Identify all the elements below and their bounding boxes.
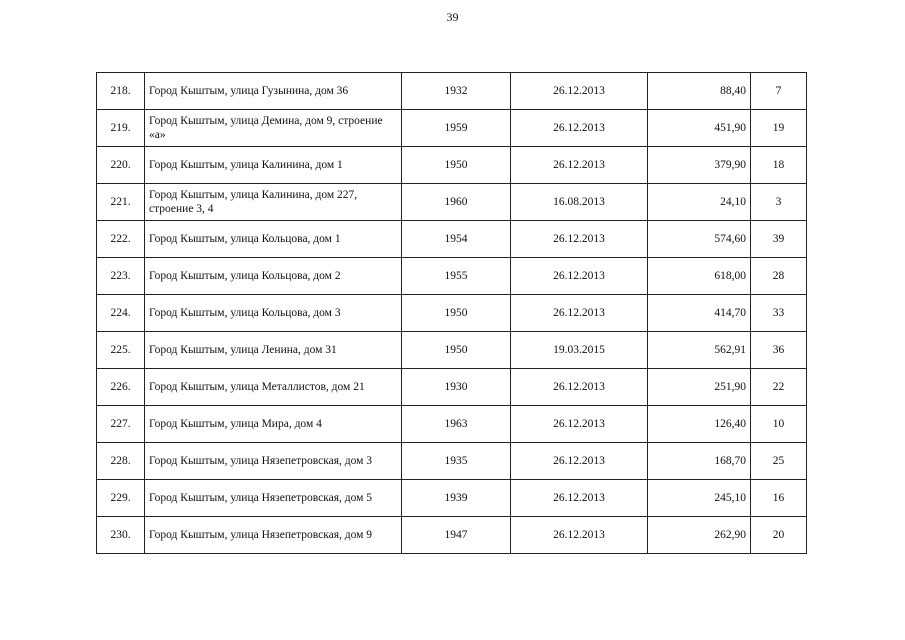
row-address: Город Кыштым, улица Демина, дом 9, строение «а» bbox=[145, 110, 402, 147]
table-row bbox=[97, 184, 807, 221]
row-date: 26.12.2013 bbox=[511, 258, 648, 295]
row-number: 219. bbox=[97, 110, 145, 147]
row-count: 10 bbox=[751, 406, 807, 443]
row-address: Город Кыштым, улица Ленина, дом 31 bbox=[145, 332, 402, 369]
row-address: Город Кыштым, улица Мира, дом 4 bbox=[145, 406, 402, 443]
row-date: 26.12.2013 bbox=[511, 147, 648, 184]
row-area: 262,90 bbox=[648, 517, 751, 554]
row-number: 223. bbox=[97, 258, 145, 295]
row-date: 16.08.2013 bbox=[511, 184, 648, 221]
row-number: 221. bbox=[97, 184, 145, 221]
row-date: 26.12.2013 bbox=[511, 517, 648, 554]
table-row bbox=[97, 517, 807, 554]
table-row bbox=[97, 147, 807, 184]
table-row bbox=[97, 73, 807, 110]
row-area: 126,40 bbox=[648, 406, 751, 443]
row-year: 1947 bbox=[402, 517, 511, 554]
row-count: 39 bbox=[751, 221, 807, 258]
row-address: Город Кыштым, улица Металлистов, дом 21 bbox=[145, 369, 402, 406]
row-area: 245,10 bbox=[648, 480, 751, 517]
row-count: 3 bbox=[751, 184, 807, 221]
row-area: 251,90 bbox=[648, 369, 751, 406]
row-year: 1935 bbox=[402, 443, 511, 480]
row-count: 20 bbox=[751, 517, 807, 554]
row-address: Город Кыштым, улица Нязепетровская, дом 3 bbox=[145, 443, 402, 480]
row-count: 19 bbox=[751, 110, 807, 147]
row-count: 22 bbox=[751, 369, 807, 406]
row-area: 88,40 bbox=[648, 73, 751, 110]
row-count: 18 bbox=[751, 147, 807, 184]
row-area: 24,10 bbox=[648, 184, 751, 221]
row-date: 26.12.2013 bbox=[511, 443, 648, 480]
row-address: Город Кыштым, улица Кольцова, дом 2 bbox=[145, 258, 402, 295]
row-area: 168,70 bbox=[648, 443, 751, 480]
row-address: Город Кыштым, улица Кольцова, дом 1 bbox=[145, 221, 402, 258]
row-number: 228. bbox=[97, 443, 145, 480]
table-row bbox=[97, 406, 807, 443]
table-row bbox=[97, 369, 807, 406]
row-date: 26.12.2013 bbox=[511, 406, 648, 443]
table-row bbox=[97, 332, 807, 369]
row-date: 26.12.2013 bbox=[511, 480, 648, 517]
row-address: Город Кыштым, улица Кольцова, дом 3 bbox=[145, 295, 402, 332]
row-date: 26.12.2013 bbox=[511, 295, 648, 332]
row-number: 218. bbox=[97, 73, 145, 110]
row-year: 1950 bbox=[402, 332, 511, 369]
page-number: 39 bbox=[446, 10, 459, 24]
row-number: 226. bbox=[97, 369, 145, 406]
table-row bbox=[97, 443, 807, 480]
row-area: 451,90 bbox=[648, 110, 751, 147]
row-number: 222. bbox=[97, 221, 145, 258]
row-address: Город Кыштым, улица Гузынина, дом 36 bbox=[145, 73, 402, 110]
row-year: 1955 bbox=[402, 258, 511, 295]
row-number: 229. bbox=[97, 480, 145, 517]
row-count: 25 bbox=[751, 443, 807, 480]
row-address: Город Кыштым, улица Нязепетровская, дом 9 bbox=[145, 517, 402, 554]
row-address: Город Кыштым, улица Калинина, дом 227, строение 3, 4 bbox=[145, 184, 402, 221]
table-row bbox=[97, 110, 807, 147]
row-year: 1963 bbox=[402, 406, 511, 443]
row-year: 1939 bbox=[402, 480, 511, 517]
row-area: 618,00 bbox=[648, 258, 751, 295]
row-area: 562,91 bbox=[648, 332, 751, 369]
row-date: 26.12.2013 bbox=[511, 73, 648, 110]
table-row bbox=[97, 258, 807, 295]
table-row bbox=[97, 295, 807, 332]
row-year: 1954 bbox=[402, 221, 511, 258]
row-number: 230. bbox=[97, 517, 145, 554]
row-year: 1950 bbox=[402, 295, 511, 332]
row-date: 26.12.2013 bbox=[511, 369, 648, 406]
row-date: 19.03.2015 bbox=[511, 332, 648, 369]
row-number: 220. bbox=[97, 147, 145, 184]
row-count: 16 bbox=[751, 480, 807, 517]
row-count: 7 bbox=[751, 73, 807, 110]
row-address: Город Кыштым, улица Калинина, дом 1 bbox=[145, 147, 402, 184]
row-number: 227. bbox=[97, 406, 145, 443]
row-date: 26.12.2013 bbox=[511, 110, 648, 147]
row-area: 574,60 bbox=[648, 221, 751, 258]
row-year: 1930 bbox=[402, 369, 511, 406]
row-year: 1960 bbox=[402, 184, 511, 221]
row-year: 1932 bbox=[402, 73, 511, 110]
row-count: 33 bbox=[751, 295, 807, 332]
row-count: 28 bbox=[751, 258, 807, 295]
row-count: 36 bbox=[751, 332, 807, 369]
row-number: 225. bbox=[97, 332, 145, 369]
row-area: 379,90 bbox=[648, 147, 751, 184]
table-row bbox=[97, 221, 807, 258]
row-number: 224. bbox=[97, 295, 145, 332]
row-date: 26.12.2013 bbox=[511, 221, 648, 258]
row-address: Город Кыштым, улица Нязепетровская, дом 5 bbox=[145, 480, 402, 517]
registry-table bbox=[96, 72, 807, 554]
table-row bbox=[97, 480, 807, 517]
row-area: 414,70 bbox=[648, 295, 751, 332]
row-year: 1950 bbox=[402, 147, 511, 184]
row-year: 1959 bbox=[402, 110, 511, 147]
